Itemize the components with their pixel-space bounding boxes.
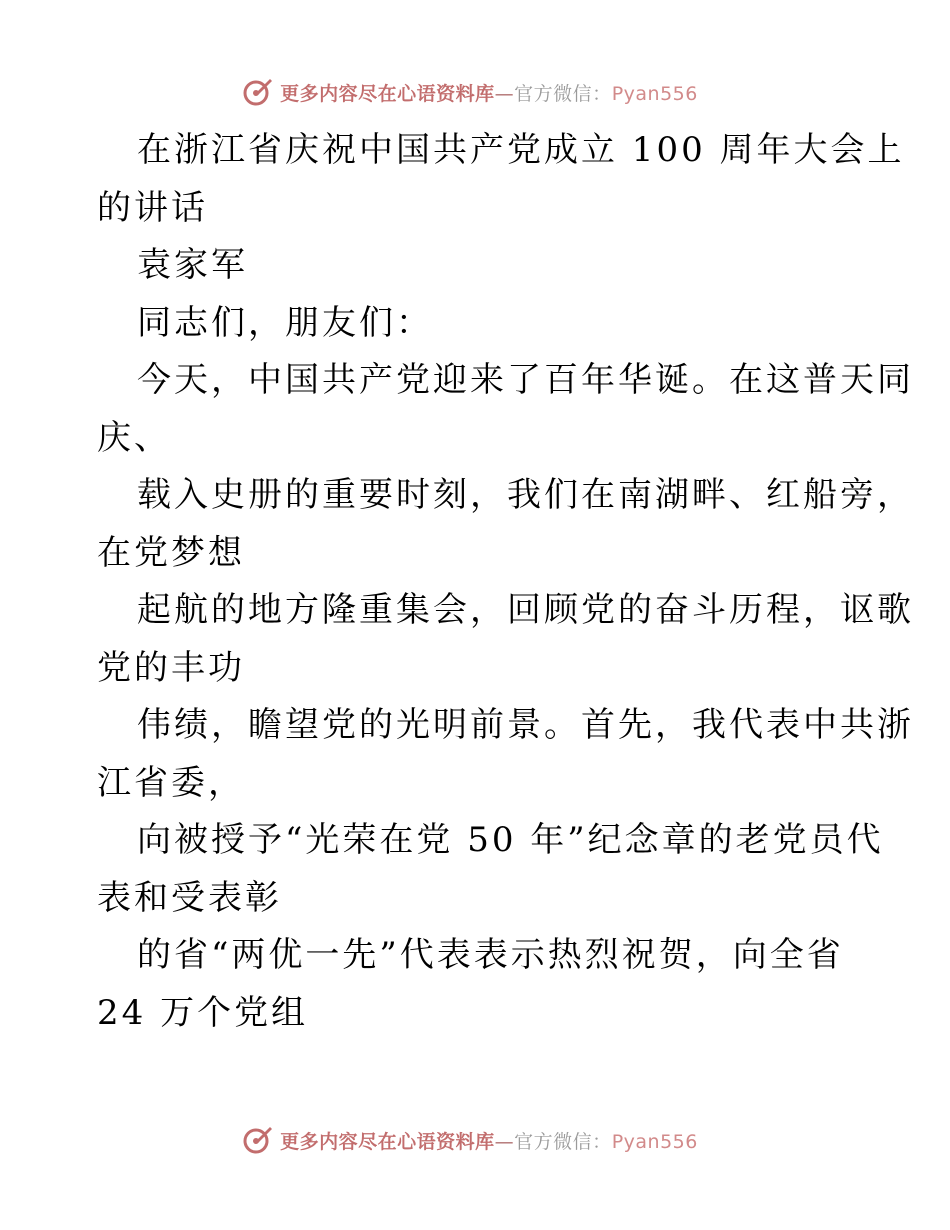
pen-nib-logo-icon	[242, 76, 274, 108]
watermark-id: Pyan556	[611, 1130, 698, 1153]
header-watermark	[0, 72, 950, 112]
text-line: 24 万个党组	[97, 992, 309, 1033]
watermark-text	[280, 1127, 698, 1154]
document-body	[97, 122, 914, 1042]
text-line: 起航的地方隆重集会，回顾党的奋斗历程，讴歌	[137, 590, 914, 630]
text-line: 在党梦想	[97, 532, 245, 573]
watermark-id: Pyan556	[611, 82, 698, 105]
text-line: 袁家军	[137, 245, 248, 285]
watermark-sub: 官方微信：	[514, 1130, 612, 1153]
text-line: 在浙江省庆祝中国共产党成立 100 周年大会上	[137, 130, 905, 170]
text-line: 表和受表彰	[97, 877, 282, 918]
watermark-dash: —	[494, 82, 515, 105]
text-line: 江省委，	[97, 762, 245, 803]
text-line: 党的丰功	[97, 647, 245, 688]
watermark-main: 更多内容尽在心语资料库	[280, 82, 495, 105]
footer-watermark	[0, 1120, 950, 1160]
watermark-dash: —	[494, 1130, 515, 1153]
text-line: 的讲话	[97, 187, 208, 228]
watermark-text	[280, 79, 698, 106]
watermark-main: 更多内容尽在心语资料库	[280, 1130, 495, 1153]
text-line: 的省“两优一先”代表表示热烈祝贺，向全省	[137, 935, 844, 975]
text-line: 载入史册的重要时刻，我们在南湖畔、红船旁，	[137, 475, 914, 515]
text-line: 今天，中国共产党迎来了百年华诞。在这普天同	[137, 360, 914, 400]
pen-nib-logo-icon	[242, 1124, 274, 1156]
text-line: 同志们，朋友们：	[137, 302, 433, 343]
text-line: 伟绩，瞻望党的光明前景。首先，我代表中共浙	[137, 705, 914, 745]
text-line: 向被授予“光荣在党 50 年”纪念章的老党员代	[137, 820, 884, 860]
watermark-sub: 官方微信：	[514, 82, 612, 105]
text-line: 庆、	[97, 417, 171, 458]
